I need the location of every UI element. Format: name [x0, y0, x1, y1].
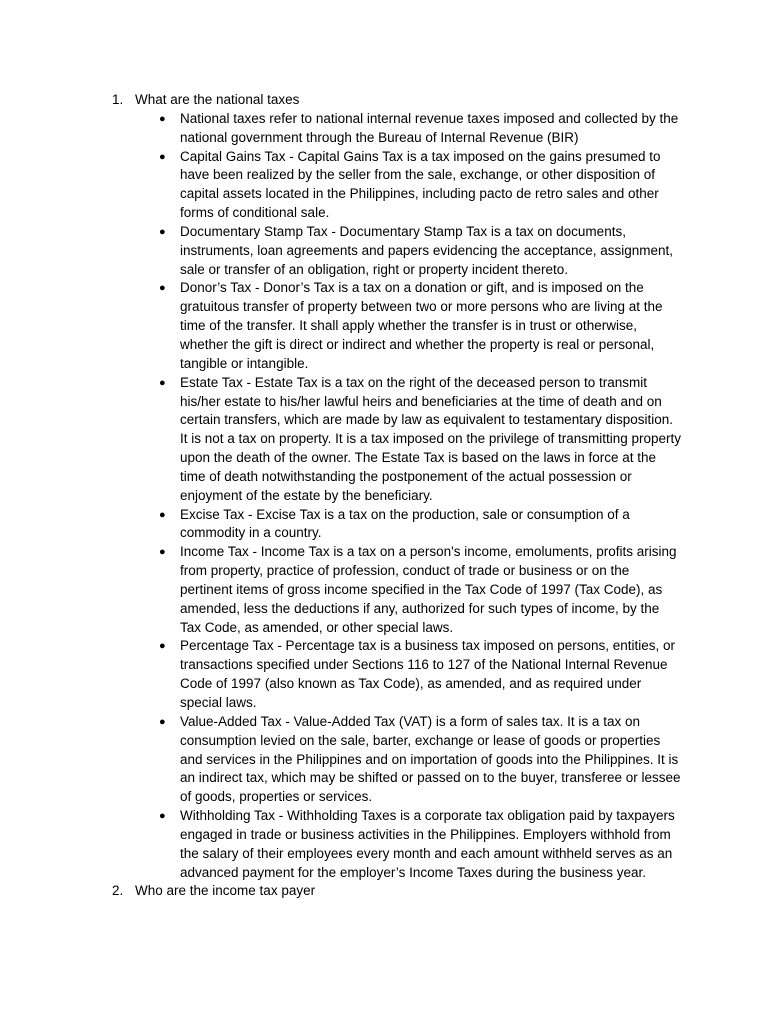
numbered-list — [112, 91, 682, 901]
bullet-icon: ● — [159, 376, 166, 389]
bullet-text: Capital Gains Tax - Capital Gains Tax is a tax imposed on the gains presumed to have been realized by the seller from the sale, exchange, or other disposition of capital assets located in the Philippines, including pacto de retro sales and other forms of conditional sale. — [180, 148, 661, 221]
document-content — [112, 91, 682, 901]
list-item — [135, 110, 682, 148]
bullet-icon: ● — [159, 640, 166, 653]
bullet-text: Value-Added Tax - Value-Added Tax (VAT) is a form of sales tax. It is a tax on consumption levied on the sale, barter, exchange or lease of goods or properties and services in the Philippines and on importation of goods into the Philippines. It is an indirect tax, which may be shifted or passed on to the buyer, transferee or lessee of goods, properties or services. — [180, 713, 681, 805]
bullet-icon: ● — [159, 225, 166, 238]
list-item — [135, 807, 682, 882]
bullet-text: Withholding Tax - Withholding Taxes is a corporate tax obligation paid by taxpayers engaged in trade or business activities in the Philippines. Employers withhold from the salary of their employees every month and each amount withheld serves as an advanced payment for the employer’s Income Taxes during the business year. — [180, 808, 675, 880]
item-number: 2. — [112, 883, 124, 899]
bullet-icon: ● — [159, 810, 166, 823]
bullet-text: Estate Tax - Estate Tax is a tax on the right of the deceased person to transmit his/her estate to his/her lawful heirs and beneficiaries at the time of death and on certain transfers, which are made by law as equivalent to testamentary disposition. It is not a tax on property. It is a tax imposed on the privilege of transmitting property upon the death of the owner. The Estate Tax is based on the laws in force at the time of death notwithstanding the postponement of the actual possession or enjoyment of the estate by the beneficiary. — [180, 374, 681, 503]
numbered-item — [112, 91, 682, 882]
bullet-text: National taxes refer to national internal revenue taxes imposed and collected by the national government through the Bureau of Internal Revenue (BIR) — [180, 110, 679, 145]
list-item — [135, 279, 682, 373]
bullet-text: Documentary Stamp Tax - Documentary Stamp Tax is a tax on documents, instruments, loan agreements and papers evidencing the acceptance, assignment, sale or transfer of an obligation, right or property incident thereto. — [180, 223, 674, 277]
list-item — [135, 374, 682, 506]
bullet-text: Excise Tax - Excise Tax is a tax on the production, sale or consumption of a commodity in a country. — [180, 506, 630, 541]
list-item — [135, 223, 682, 280]
item-number: 1. — [112, 92, 124, 107]
bullet-list — [135, 110, 682, 883]
numbered-item — [112, 882, 682, 901]
list-item — [135, 506, 682, 544]
bullet-icon: ● — [159, 112, 166, 125]
list-item — [135, 713, 682, 807]
bullet-icon: ● — [159, 150, 166, 163]
question-heading: Who are the income tax payer — [135, 883, 316, 899]
list-item — [135, 543, 682, 637]
question-heading: What are the national taxes — [135, 92, 300, 107]
bullet-text: Percentage Tax - Percentage tax is a business tax imposed on persons, entities, or transactions specified under Sections 116 to 127 of the National Internal Revenue Code of 1997 (also known as Tax Code), as amended, and as required under special laws. — [180, 638, 676, 710]
bullet-text: Income Tax - Income Tax is a tax on a person's income, emoluments, profits arising from property, practice of profession, conduct of trade or business or on the pertinent items of gross income specified in the Tax Code of 1997 (Tax Code), as amended, less the deductions if any, authorized for such types of income, by the Tax Code, as amended, or other special laws. — [180, 544, 677, 635]
bullet-icon: ● — [159, 508, 166, 521]
list-item — [135, 637, 682, 712]
list-item — [135, 148, 682, 223]
bullet-icon: ● — [159, 282, 166, 295]
bullet-icon: ● — [159, 715, 166, 728]
bullet-text: Donor’s Tax - Donor’s Tax is a tax on a donation or gift, and is imposed on the gratuitous transfer of property between two or more persons who are living at the time of the transfer. It shall apply whether the transfer is in trust or otherwise, whether the gift is direct or indirect and whether the property is real or personal, tangible or intangible. — [180, 280, 663, 371]
bullet-icon: ● — [159, 546, 166, 559]
